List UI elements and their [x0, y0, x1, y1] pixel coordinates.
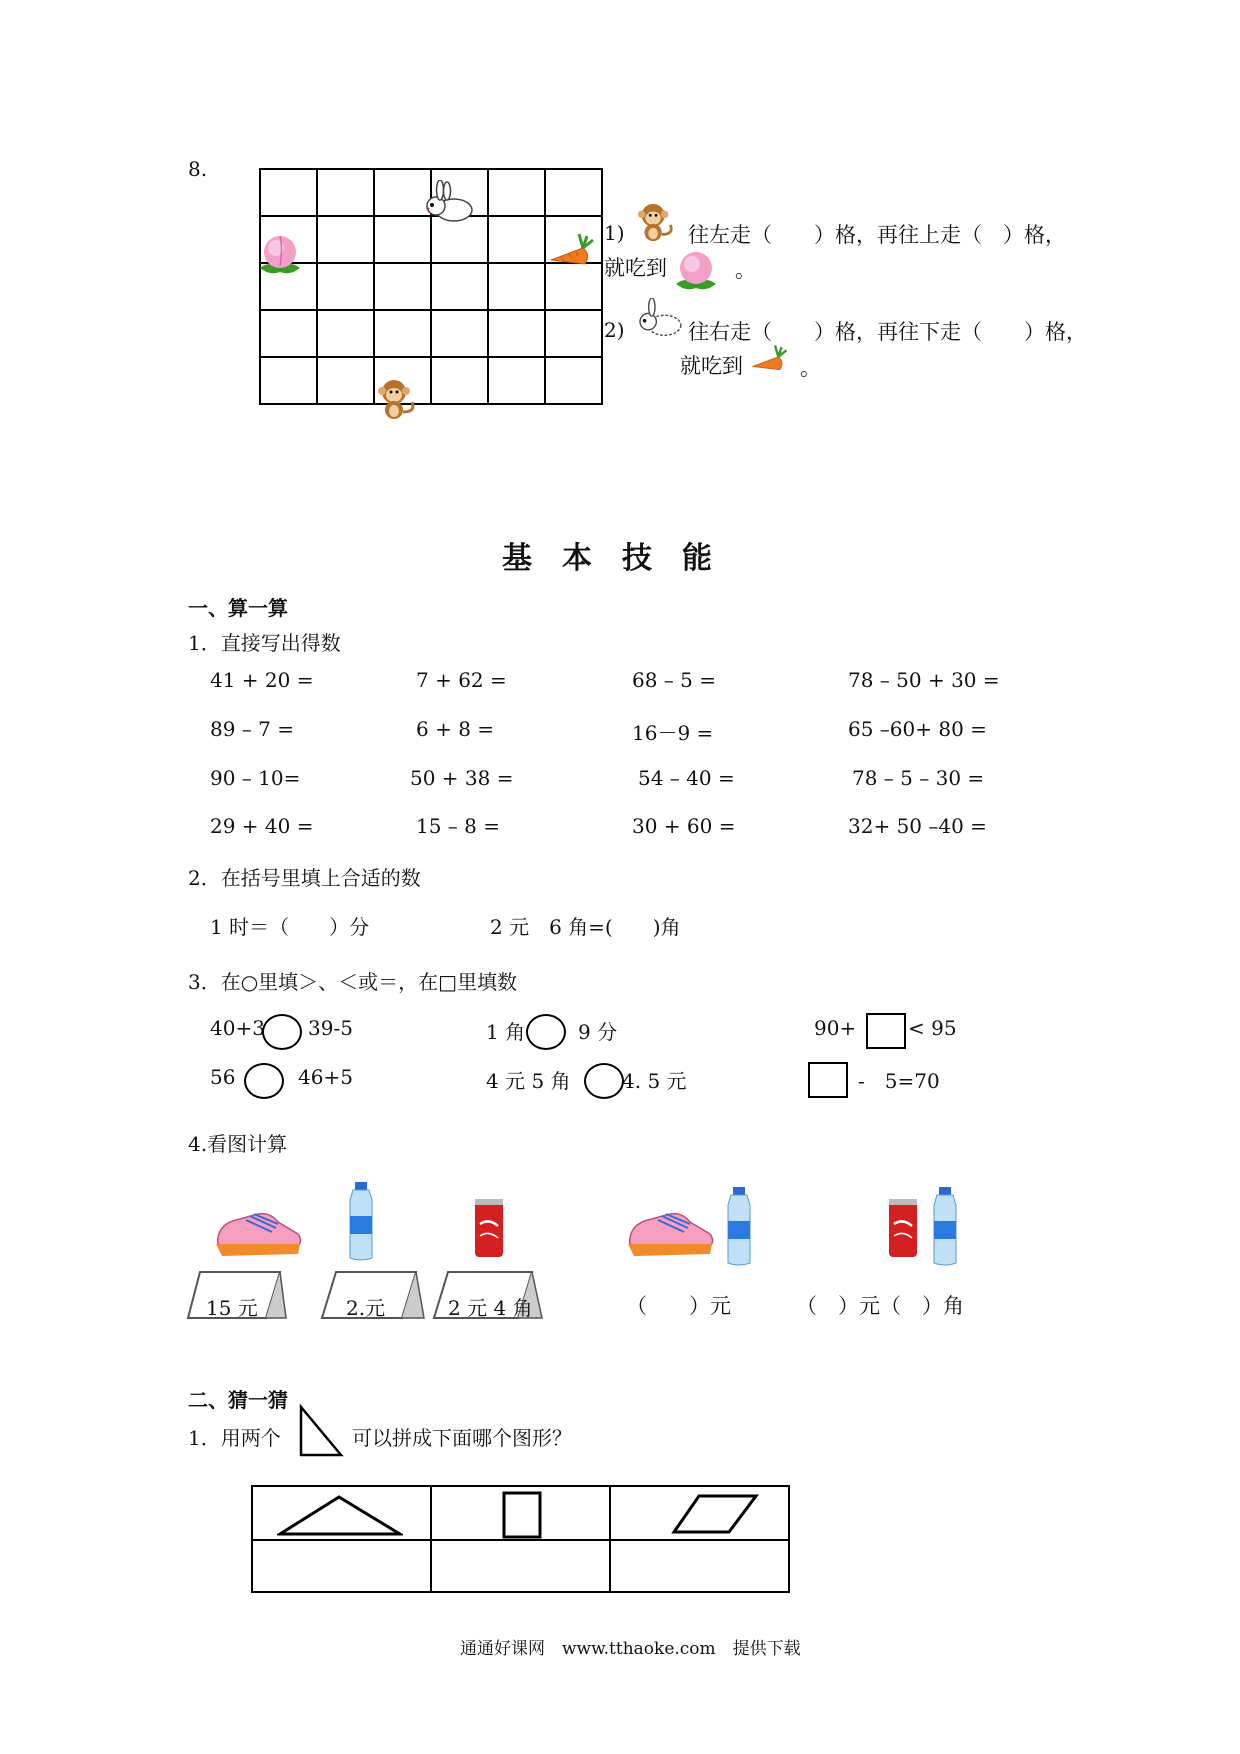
- equation: 65 –60+ 80 =: [848, 717, 987, 741]
- title-char: 基: [502, 541, 532, 576]
- equation: 90 – 10=: [210, 766, 301, 790]
- answer-circle[interactable]: [244, 1063, 284, 1099]
- q2-item: 1 时＝（ ）分: [210, 915, 370, 939]
- q4-answer[interactable]: （ ）元（ ）角: [796, 1294, 964, 1318]
- carrot-icon: [543, 230, 595, 274]
- part1-prefix: 1): [604, 221, 625, 245]
- sneaker-icon: [212, 1200, 304, 1262]
- triangle-shape: [277, 1493, 403, 1537]
- compare-right: < 95: [908, 1016, 957, 1040]
- water-bottle-icon: [928, 1180, 962, 1272]
- price-label: 15 元: [206, 1296, 258, 1320]
- answer-circle[interactable]: [584, 1063, 624, 1099]
- equation: 15 – 8 =: [416, 814, 501, 838]
- q2-item: 2 元 6 角=( )角: [490, 915, 681, 939]
- q3-title: 3．在○里填＞、＜或＝，在□里填数: [188, 970, 518, 994]
- equation: 30 + 60 =: [632, 814, 736, 838]
- part2-q1-pre: 1．用两个: [188, 1426, 281, 1450]
- compare-right: 4. 5 元: [622, 1069, 687, 1093]
- answer-circle[interactable]: [526, 1014, 566, 1050]
- answer-box[interactable]: [808, 1062, 848, 1098]
- equation: 78 – 50 + 30 =: [848, 668, 1000, 692]
- price-label: 2 元 4 角: [448, 1296, 533, 1320]
- part2-heading: 二、猜一猜: [188, 1388, 288, 1412]
- rabbit-icon: [422, 180, 476, 224]
- parallelogram-shape: [671, 1493, 759, 1535]
- compare-left: 4 元 5 角: [486, 1069, 571, 1093]
- q4-title: 4.看图计算: [188, 1132, 288, 1156]
- equation: 50 + 38 =: [410, 766, 514, 790]
- compare-left: 56: [210, 1065, 236, 1089]
- section-title: [502, 533, 712, 577]
- part1-end: 。: [735, 258, 756, 282]
- peach-icon: [672, 248, 720, 294]
- equation: 41 + 20 =: [210, 668, 314, 692]
- title-char: 本: [562, 541, 592, 576]
- monkey-icon: [374, 376, 420, 422]
- equation: 78 – 5 – 30 =: [852, 766, 985, 790]
- part2-q1-post: 可以拼成下面哪个图形？: [352, 1426, 572, 1450]
- compare-right: 9 分: [578, 1020, 618, 1044]
- title-char: 能: [682, 541, 712, 576]
- part1-text: 往左走（ ）格，再往上走（ ）格，: [688, 223, 1066, 247]
- part2-line2: 就吃到: [680, 354, 743, 378]
- cola-can-icon: [472, 1196, 506, 1260]
- compare-left: 1 角: [486, 1020, 526, 1044]
- part1-line2: 就吃到: [604, 256, 667, 280]
- equation: 7 + 62 =: [416, 668, 507, 692]
- q4-answer[interactable]: （ ）元: [626, 1294, 731, 1318]
- price-label: 2.元: [346, 1296, 386, 1320]
- rabbit-icon: [634, 298, 686, 338]
- compare-right: 46+5: [298, 1065, 353, 1089]
- part2-text: 往右走（ ）格，再往下走（ ）格，: [688, 320, 1087, 344]
- equation: 89 – 7 =: [210, 717, 295, 741]
- answer-box[interactable]: [866, 1013, 906, 1049]
- shape-cell[interactable]: [610, 1486, 789, 1540]
- answer-cell[interactable]: [610, 1540, 789, 1592]
- equation: 29 + 40 =: [210, 814, 314, 838]
- peach-icon: [256, 232, 304, 278]
- shape-choice-table: [251, 1485, 790, 1593]
- sneaker-icon: [624, 1200, 716, 1262]
- page-footer: 通通好课网 www.tthaoke.com 提供下载: [460, 1639, 801, 1659]
- compare-left: 40+3: [210, 1016, 265, 1040]
- compare-left: 90+: [814, 1016, 857, 1040]
- right-triangle-icon: [298, 1404, 344, 1458]
- equation: 6 + 8 =: [416, 717, 495, 741]
- answer-cell[interactable]: [431, 1540, 610, 1592]
- equation: 68 – 5 =: [632, 668, 717, 692]
- rectangle-shape: [502, 1491, 542, 1539]
- answer-circle[interactable]: [262, 1014, 302, 1050]
- equation: 54 – 40 =: [638, 766, 735, 790]
- part1-heading: 一、算一算: [188, 596, 288, 620]
- part2-prefix: 2): [604, 318, 625, 342]
- q2-title: 2．在括号里填上合适的数: [188, 866, 421, 890]
- shape-cell[interactable]: [252, 1486, 431, 1540]
- cola-can-icon: [886, 1196, 920, 1260]
- equation: 32+ 50 –40 =: [848, 814, 987, 838]
- carrot-icon: [746, 342, 788, 378]
- water-bottle-icon: [722, 1180, 756, 1272]
- q1-title: 1．直接写出得数: [188, 631, 341, 655]
- water-bottle-icon: [344, 1180, 378, 1262]
- question-number: 8.: [188, 157, 208, 181]
- answer-cell[interactable]: [252, 1540, 431, 1592]
- title-char: 技: [622, 541, 652, 576]
- compare-right: - 5=70: [858, 1069, 940, 1093]
- compare-right: 39-5: [308, 1016, 353, 1040]
- shape-cell[interactable]: [431, 1486, 610, 1540]
- equation: 16－9 =: [632, 721, 714, 745]
- part2-end: 。: [800, 356, 821, 380]
- monkey-icon: [634, 198, 678, 246]
